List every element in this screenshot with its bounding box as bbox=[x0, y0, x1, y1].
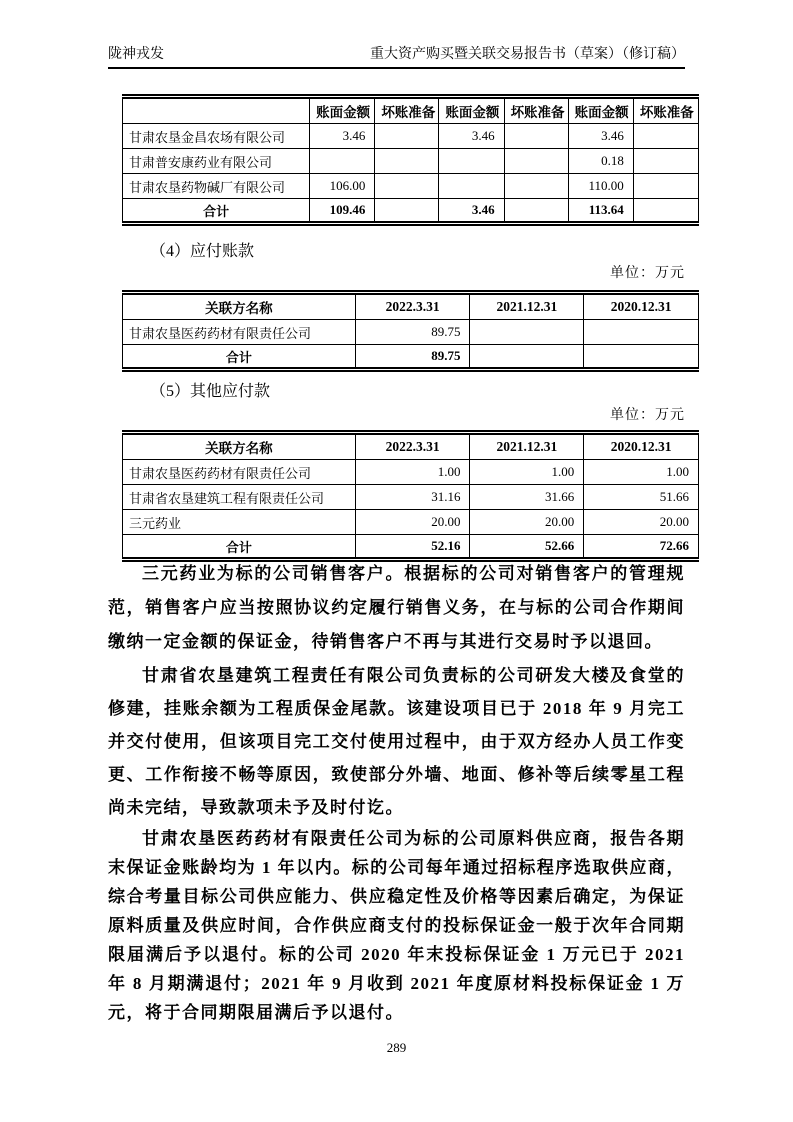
table-header-row bbox=[123, 433, 699, 460]
unit-label: 单位：万元 bbox=[610, 408, 685, 423]
party-name-cell: 甘肃农垦医药药材有限责任公司 bbox=[123, 460, 356, 485]
value-cell: 20.00 bbox=[470, 510, 584, 535]
column-header: 2022.3.31 bbox=[355, 433, 470, 460]
party-name-cell: 甘肃省农垦建筑工程有限责任公司 bbox=[123, 485, 356, 510]
value-cell: 110.00 bbox=[568, 174, 633, 199]
value-cell bbox=[375, 124, 439, 149]
party-name-cell: 甘肃农垦药物碱厂有限公司 bbox=[123, 174, 310, 199]
value-cell: 3.46 bbox=[439, 199, 504, 224]
value-cell bbox=[504, 199, 568, 224]
column-header: 坏账准备 bbox=[633, 97, 698, 124]
table-row bbox=[123, 320, 699, 345]
column-header: 坏账准备 bbox=[375, 97, 439, 124]
header-report-title: 重大资产购买暨关联交易报告书（草案）（修订稿） bbox=[370, 47, 685, 62]
paragraph-sanyuan-deposit: 三元药业为标的公司销售客户。根据标的公司对销售客户的管理规范，销售客户应当按照协议约定履行销售义务，在与标的公司合作期间缴纳一定金额的保证金，待销售客户不再与其进行交易时予以退回。 bbox=[108, 564, 685, 651]
column-header: 账面金额 bbox=[568, 97, 633, 124]
header-company-name: 陇神戎发 bbox=[108, 47, 164, 62]
value-cell: 89.75 bbox=[355, 345, 470, 370]
total-row bbox=[123, 345, 699, 370]
column-header: 2021.12.31 bbox=[470, 433, 584, 460]
value-cell bbox=[504, 124, 568, 149]
value-cell bbox=[504, 149, 568, 174]
table-header-row bbox=[123, 97, 699, 124]
value-cell bbox=[375, 149, 439, 174]
value-cell bbox=[504, 174, 568, 199]
party-name-cell: 甘肃普安康药业有限公司 bbox=[123, 149, 310, 174]
value-cell: 31.66 bbox=[470, 485, 584, 510]
value-cell bbox=[375, 199, 439, 224]
value-cell: 89.75 bbox=[355, 320, 470, 345]
table-row bbox=[123, 510, 699, 535]
value-cell bbox=[584, 320, 699, 345]
value-cell bbox=[633, 174, 698, 199]
value-cell: 72.66 bbox=[584, 535, 699, 560]
value-cell: 31.16 bbox=[355, 485, 470, 510]
value-cell bbox=[584, 345, 699, 370]
column-header: 账面金额 bbox=[439, 97, 504, 124]
total-row bbox=[123, 535, 699, 560]
value-cell bbox=[633, 124, 698, 149]
value-cell: 0.18 bbox=[568, 149, 633, 174]
value-cell bbox=[375, 174, 439, 199]
column-header: 2020.12.31 bbox=[584, 293, 699, 320]
column-header: 关联方名称 bbox=[123, 433, 356, 460]
value-cell bbox=[633, 199, 698, 224]
value-cell: 20.00 bbox=[584, 510, 699, 535]
value-cell: 109.46 bbox=[310, 199, 375, 224]
table-row bbox=[123, 149, 699, 174]
table-row bbox=[123, 460, 699, 485]
paragraph-bid-deposit: 甘肃农垦医药药材有限责任公司为标的公司原料供应商，报告各期末保证金账龄均为 1 年以内。标的公司每年通过招标程序选取供应商，综合考量目标公司供应能力、供应稳定性及价格等因素后确定，为保证原料质量及供应时间，合作供应商支付的投标保证金一般于次年合同期限届满后予以退付。标的公司 2020 年末投标保证金 1 万元已于 2021 年 8 月期满退付；2021 年 9 月收到 2021 年度原材料投标保证金 1 万元，将于合同期限届满后予以退付。 bbox=[108, 829, 685, 1022]
value-cell bbox=[310, 149, 375, 174]
value-cell bbox=[439, 149, 504, 174]
value-cell: 51.66 bbox=[584, 485, 699, 510]
value-cell: 3.46 bbox=[439, 124, 504, 149]
value-cell bbox=[470, 345, 584, 370]
value-cell bbox=[633, 149, 698, 174]
value-cell: 113.64 bbox=[568, 199, 633, 224]
total-label-cell: 合计 bbox=[123, 535, 356, 560]
receivables-table bbox=[122, 94, 699, 226]
value-cell: 52.16 bbox=[355, 535, 470, 560]
value-cell: 1.00 bbox=[470, 460, 584, 485]
column-header: 关联方名称 bbox=[123, 293, 356, 320]
table-row bbox=[123, 174, 699, 199]
column-header: 坏账准备 bbox=[504, 97, 568, 124]
column-header: 账面金额 bbox=[310, 97, 375, 124]
party-name-cell: 甘肃农垦金昌农场有限公司 bbox=[123, 124, 310, 149]
table-row bbox=[123, 124, 699, 149]
total-row bbox=[123, 199, 699, 224]
table-header-row bbox=[123, 293, 699, 320]
table-row bbox=[123, 485, 699, 510]
section-heading-accounts-payable: （4）应付账款 bbox=[150, 243, 255, 260]
page-number: 289 bbox=[386, 1040, 407, 1055]
accounts-payable-table bbox=[122, 290, 699, 372]
value-cell: 3.46 bbox=[568, 124, 633, 149]
column-header bbox=[123, 97, 310, 124]
column-header: 2022.3.31 bbox=[355, 293, 470, 320]
total-label-cell: 合计 bbox=[123, 345, 356, 370]
party-name-cell: 甘肃农垦医药药材有限责任公司 bbox=[123, 320, 356, 345]
party-name-cell: 三元药业 bbox=[123, 510, 356, 535]
value-cell: 3.46 bbox=[310, 124, 375, 149]
paragraph-construction-retention: 甘肃省农垦建筑工程责任有限公司负责标的公司研发大楼及食堂的修建，挂账余额为工程质保金尾款。该建设项目已于 2018 年 9 月完工并交付使用，但该项目完工交付使用过程中，由于双方经办人员工作变更、工作衔接不畅等原因，致使部分外墙、地面、修补等后续零星工程尚未完结，导致款项未予及时付讫。 bbox=[108, 666, 685, 817]
value-cell bbox=[470, 320, 584, 345]
value-cell bbox=[439, 174, 504, 199]
column-header: 2020.12.31 bbox=[584, 433, 699, 460]
value-cell: 1.00 bbox=[355, 460, 470, 485]
total-label-cell: 合计 bbox=[123, 199, 310, 224]
section-heading-other-payables: （5）其他应付款 bbox=[150, 383, 271, 400]
value-cell: 20.00 bbox=[355, 510, 470, 535]
value-cell: 1.00 bbox=[584, 460, 699, 485]
column-header: 2021.12.31 bbox=[470, 293, 584, 320]
body-text bbox=[108, 557, 685, 1027]
unit-label: 单位：万元 bbox=[610, 266, 685, 281]
value-cell: 52.66 bbox=[470, 535, 584, 560]
page-header bbox=[108, 46, 685, 69]
other-payables-table bbox=[122, 430, 699, 562]
value-cell: 106.00 bbox=[310, 174, 375, 199]
